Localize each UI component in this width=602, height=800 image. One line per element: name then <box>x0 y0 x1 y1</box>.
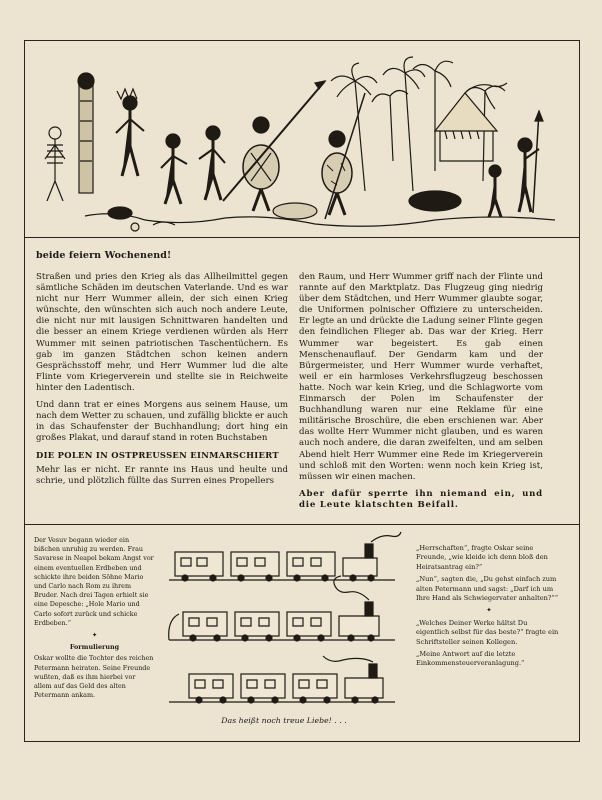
article-closing: Aber dafür sperrte ihn niemand ein, und die Leute klatschten Beifall. <box>299 488 543 510</box>
anecdote-text: „Meine Antwort auf die letzte Einkommensteuerveranlagung.“ <box>416 650 525 668</box>
article-right-column <box>299 272 543 517</box>
train-top <box>169 532 401 581</box>
anecdote-text: Oskar wollte die Tochter des reichen Petermann heiraten. Seine Freunde wußten, daß es ihm hierbei vor allem auf das Geld des alten Petermann ankam. <box>34 654 154 700</box>
anecdote-left <box>34 536 155 703</box>
divider-middle <box>24 524 580 525</box>
hut <box>435 83 507 161</box>
star-ornament: ✦ <box>486 606 492 615</box>
star-ornament: ✦ <box>91 631 98 640</box>
train-cartoon <box>165 530 403 716</box>
tribal-illustration <box>25 41 577 237</box>
anecdote-text: „Herrschaften“, fragte Oskar seine Freunde, „wie kleide ich denn bloß den Heiratsantrag ein?“ <box>416 544 548 571</box>
anecdote-right <box>416 544 562 672</box>
article-paragraph: Straßen und pries den Krieg als das Allheilmittel gegen sämtliche Schäden im deutschen Vaterlande. Und es war nicht nur Herr Wummer allein, der sich einen Krieg wünschte, den wünschten sich auch noch andere Leute, die nicht nur mit lausigen Schnittwaren handelten und die besser an einem Kriege verdienen würden als Herr Wummer mit seinen patriotischen Taschentüchern. Es gab im ganzen Städtchen schon keinen andern Gesprächsstoff mehr, und Herr Wummer lud die alte Flinte vom Kriegerverein und stellte sie in Reichweite hinter den Ladentisch. <box>36 272 288 393</box>
anecdote-title: Formulierung <box>69 643 120 652</box>
ground-figures <box>85 191 555 231</box>
skeleton <box>45 127 65 201</box>
article-paragraph: Mehr las er nicht. Er rannte ins Haus und heulte und schrie, und plötzlich füllte das Surren eines Propellers <box>36 464 288 486</box>
article-paragraph: den Raum, und Herr Wummer griff nach der Flinte und rannte auf den Marktplatz. Das Flugzeug ging niedrig über dem Städtchen, und Herr Wummer glaubte sogar, die Uniformen polnischer Offiziere zu unterscheiden. Er legte an und drückte die Ladung seiner Flinte gegen den feindlichen Flieger ab. Das war der Krieg. Herr Wummer war begeistert. Es gab einen Menschenauflauf. Der Gendarm kam und der Bürgermeister, und Herr Wummer wurde verhaftet, weil er ein harmloses Verkehrsflugzeug beschossen hatte. Noch war kein Krieg, und die Schlagworte vom Einmarsch der Polen im Schaufenster der Buchhandlung waren nur eine Reklame für eine militärische Broschüre, die eben erschienen war. Aber das wollte Herr Wummer nicht glauben, und es waren auch noch andere, die daran zweifelten, und am selben Abend hielt Herr Wummer eine Rede im Kriegerverein und schloß mit den Worten: wenn noch kein Krieg ist, müssen wir einen machen. <box>299 272 543 482</box>
anecdote-text: „Welches Deiner Werke hältst Du eigentlich selbst für das beste?“ fragte ein Schriftsteller seinen Kollegen. <box>416 618 559 646</box>
anecdote-text: Der Vesuv begann wieder ein bißchen unruhig zu werden. Frau Savarese in Neapel bekam Angst vor einem eventuellen Erdbeben und schickte ihre beiden Söhne Mario und Carlo nach Rom zu ihrem Bruder. Nach drei Tagen erhielt sie eine Depesche: „Hole Mario und Carlo sofort zurück und schicke Erdbeben.“ <box>34 536 154 627</box>
totem <box>78 73 94 193</box>
divider-top <box>24 237 580 238</box>
warriors <box>116 81 543 219</box>
article-paragraph: Und dann trat er eines Morgens aus seinem Hause, um nach dem Wetter zu schauen, und zufällig blickte er auch in das Schaufenster der Buchhandlung; dort hing ein großes Plakat, und darauf stand in roten Buchstaben <box>36 400 288 444</box>
article-left-column <box>36 272 288 493</box>
train-middle <box>169 576 395 641</box>
illustration-caption: beide feiern Wochenend! <box>36 250 172 261</box>
cartoon-caption: Das heißt noch treue Liebe! . . . <box>221 716 347 725</box>
train-bottom <box>169 656 395 703</box>
anecdote-text: „Nun“, sagten die, „Du gehst einfach zum alten Petermann und sagst: „Darf ich um Ihre Hand als Schwiegervater anhalten?““ <box>416 575 559 603</box>
poster-headline: DIE POLEN IN OSTPREUSSEN EINMARSCHIERT <box>36 450 279 461</box>
